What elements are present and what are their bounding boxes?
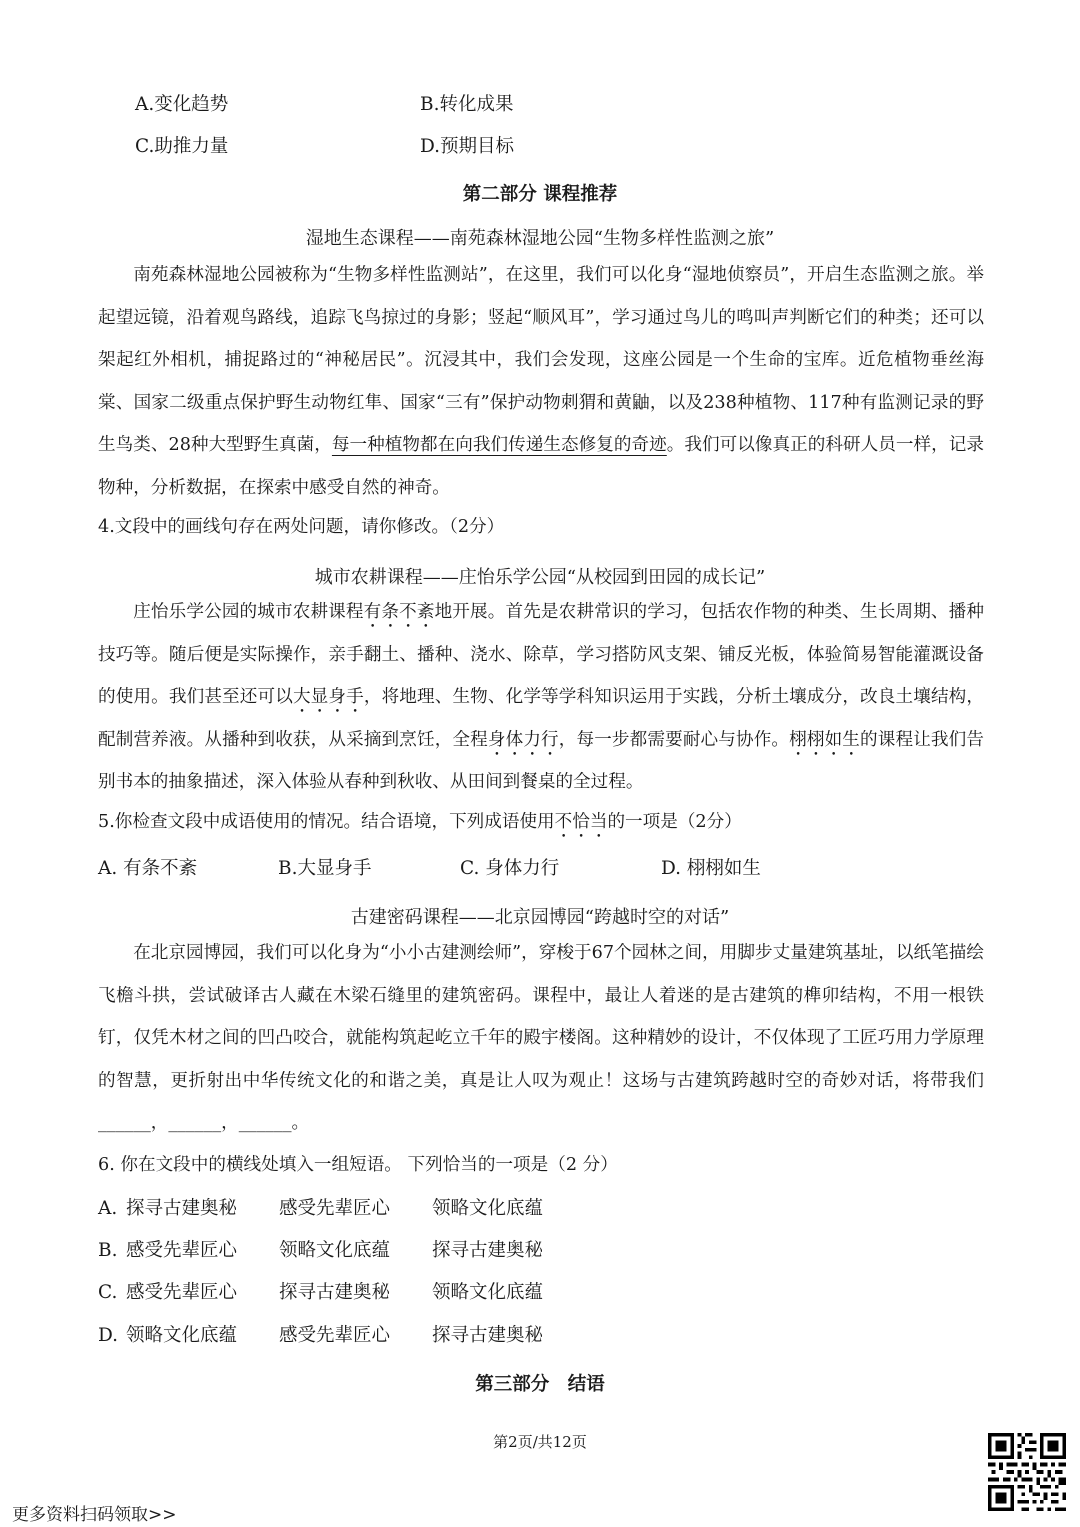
- course1-paragraph: [98, 254, 984, 510]
- q6-option-b: [98, 1242, 543, 1261]
- q5-option-c: C. 身体力行: [460, 858, 560, 879]
- q3-option-d: D.预期目标: [420, 136, 515, 157]
- option-phrase-3: 探寻古建奥秘: [432, 1325, 544, 1346]
- q6-option-a: [98, 1200, 543, 1219]
- underlined-sentence: 每一种植物都在向我们传递生态修复的奇迹: [331, 435, 667, 456]
- q5-option-b: B.大显身手: [278, 858, 372, 879]
- question-5: [98, 812, 742, 842]
- option-phrase-1: 感受先辈匠心: [126, 1240, 238, 1261]
- q3-option-b: B.转化成果: [420, 94, 514, 115]
- option-label: A.: [98, 1198, 118, 1219]
- option-phrase-1: 领略文化底蕴: [126, 1325, 238, 1346]
- option-phrase-3: 领略文化底蕴: [432, 1282, 544, 1303]
- q6-option-c: [98, 1284, 543, 1303]
- course1-text-after: 。我们可以像真正的科研人员一样，记录物种，分析数据，在探索中感受自然的神奇。: [98, 435, 984, 498]
- question-4: 4.文段中的画线句存在两处问题，请你修改。（2分）: [98, 517, 505, 537]
- q5-text-after: 的一项是（2分）: [607, 812, 742, 832]
- option-label: B.: [98, 1240, 118, 1261]
- option-phrase-3: 探寻古建奥秘: [432, 1240, 544, 1261]
- q6-option-d: [98, 1327, 543, 1346]
- part2-heading: 第二部分 课程推荐: [462, 184, 618, 205]
- option-label: C.: [98, 1282, 118, 1303]
- course2-title: 城市农耕课程——庄怡乐学公园“从校园到田园的成长记”: [314, 567, 766, 588]
- question-6: 6. 你在文段中的横线处填入一组短语。 下列恰当的一项是（2 分）: [98, 1155, 618, 1175]
- course2-paragraph: [98, 591, 984, 804]
- course2-text-3: ，将地理、生物、化学等学科知识运用于实践，分析土壤成分，改良土壤结构，配制营养液。从播种到收获，从采摘到烹饪，全程: [98, 687, 984, 750]
- part3-heading: 第三部分 结语: [475, 1374, 605, 1395]
- course2-text-2: 地开展。首先是农耕常识的学习，包括农作物的种类、生长周期、播种技巧等。随后便是实际操作，亲手翻土、播种、浇水、除草，学习搭防风支架、铺反光板，体验简易智能灌溉设备的使用。我们甚至还可以: [98, 602, 984, 708]
- qr-code-icon[interactable]: [988, 1433, 1066, 1511]
- page-number: 第2页/共12页: [493, 1433, 587, 1451]
- course2-text-4: ，每一步都需要耐心与协作。: [558, 729, 790, 750]
- option-label: D.: [98, 1325, 119, 1346]
- option-phrase-2: 感受先辈匠心: [279, 1198, 391, 1219]
- q5-dotted-word: 不恰当: [554, 812, 608, 832]
- more-resources-link[interactable]: 更多资料扫码领取>>: [12, 1505, 177, 1525]
- course2-text-1: 庄怡乐学公园的城市农耕课程: [133, 602, 364, 622]
- course3-paragraph: [98, 932, 984, 1145]
- q5-option-a: A. 有条不紊: [98, 858, 198, 879]
- option-phrase-1: 感受先辈匠心: [126, 1282, 238, 1303]
- q3-option-c: C.助推力量: [135, 136, 229, 157]
- q3-option-a: A.变化趋势: [135, 94, 229, 115]
- option-phrase-2: 领略文化底蕴: [279, 1240, 391, 1261]
- course3-text: 在北京园博园，我们可以化身为“小小古建测绘师”，穿梭于67个园林之间，用脚步丈量建筑基址，以纸笔描绘飞檐斗拱，尝试破译古人藏在木梁石缝里的建筑密码。课程中，最让人着迷的是古建筑的榫卯结构，不用一根铁钉，仅凭木材之间的凹凸咬合，就能构筑起屹立千年的殿宇楼阁。这种精妙的设计，不仅体现了工匠巧用力学原理的智慧，更折射出中华传统文化的和谐之美，真是让人叹为观止！这场与古建筑跨越时空的奇妙对话，将带我们______，______，______。: [98, 943, 984, 1134]
- course2-text-5: 的课程让我们告别书本的抽象描述，深入体验从春种到秋收、从田间到餐桌的全过程。: [98, 729, 984, 793]
- option-phrase-3: 领略文化底蕴: [432, 1198, 544, 1219]
- idiom-3: 身体力行: [487, 729, 559, 750]
- option-phrase-1: 探寻古建奥秘: [126, 1198, 238, 1219]
- q5-text-before: 5.你检查文段中成语使用的情况。结合语境，下列成语使用: [98, 812, 555, 832]
- idiom-1: 有条不紊: [363, 602, 435, 622]
- option-phrase-2: 感受先辈匠心: [279, 1325, 391, 1346]
- idiom-2: 大显身手: [292, 687, 364, 708]
- course1-text-before: 南苑森林湿地公园被称为“生物多样性监测站”，在这里，我们可以化身“湿地侦察员”，开启生态监测之旅。举起望远镜，沿着观鸟路线，追踪飞鸟掠过的身影；竖起“顺风耳”，学习通过鸟儿的鸣叫声判断它们的种类；还可以架起红外相机，捕捉路过的“神秘居民”。沉浸其中，我们会发现，这座公园是一个生命的宝库。近危植物垂丝海棠、国家二级重点保护野生动物红隼、国家“三有”保护动物刺猬和黄鼬，以及238种植物、117种有监测记录的野生鸟类、28种大型野生真菌，: [98, 265, 984, 456]
- q5-option-d: D. 栩栩如生: [661, 858, 761, 879]
- idiom-4: 栩栩如生: [789, 729, 861, 750]
- course3-title: 古建密码课程——北京园博园“跨越时空的对话”: [350, 907, 730, 928]
- option-phrase-2: 探寻古建奥秘: [279, 1282, 391, 1303]
- course1-title: 湿地生态课程——南苑森林湿地公园“生物多样性监测之旅”: [305, 228, 775, 249]
